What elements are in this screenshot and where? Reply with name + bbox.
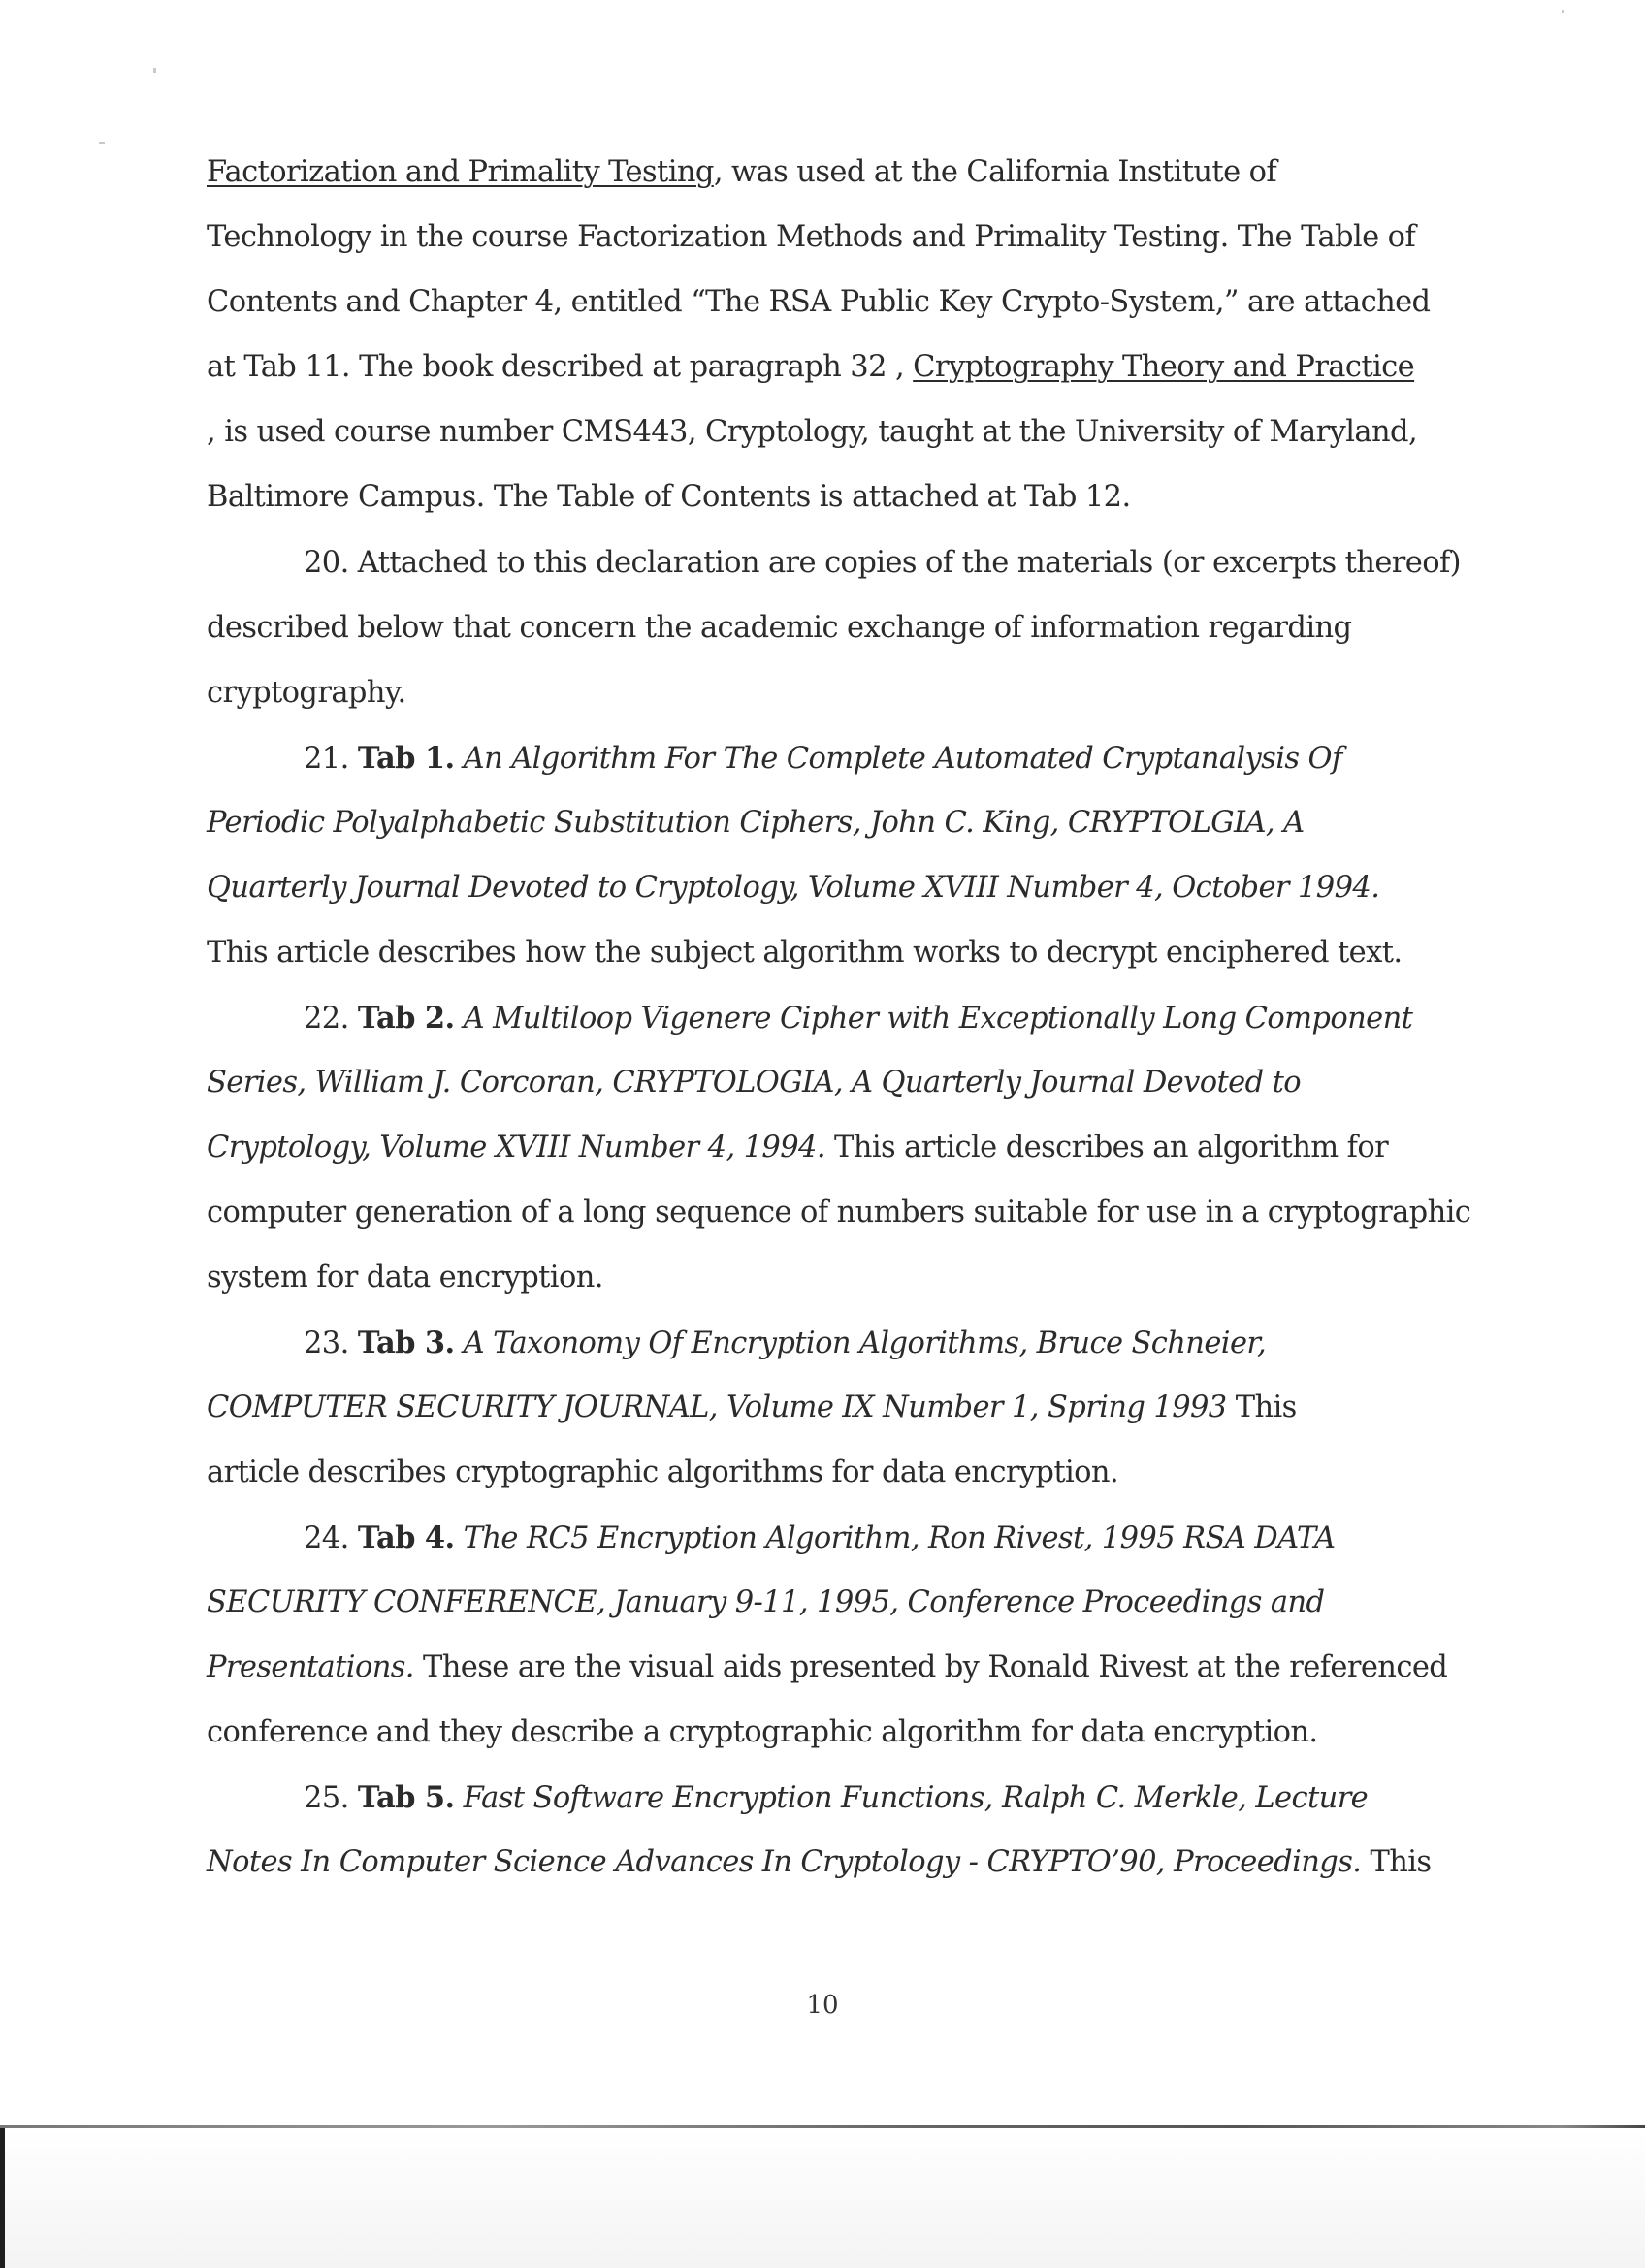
paragraph-21-line-1: [304, 739, 1584, 779]
citation-text: Series, William J. Corcoran, CRYPTOLOGIA, A Quarterly Journal Devoted to: [207, 1066, 1302, 1100]
text-segment: This: [1361, 1845, 1432, 1879]
paragraph-21-line-4: [207, 934, 1487, 973]
text-segment: computer generation of a long sequence of numbers suitable for use in a cryptographic: [207, 1196, 1471, 1230]
paragraph-24-line-1: [304, 1518, 1584, 1558]
text-segment: Contents and Chapter 4, entitled “The RSA Public Key Crypto-System,” are attached: [207, 285, 1431, 319]
text-segment: conference and they describe a cryptographic algorithm for data encryption.: [207, 1715, 1318, 1749]
book-title-factorization: Factorization and Primality Testing: [207, 155, 714, 189]
tab-label: Tab 3.: [357, 1326, 455, 1360]
text-segment: described below that concern the academic exchange of information regarding: [207, 611, 1352, 645]
text-segment: system for data encryption.: [207, 1261, 603, 1294]
citation-text: A Taxonomy Of Encryption Algorithms, Bruce Schneier,: [454, 1326, 1267, 1360]
paragraph-20-line-2: [207, 609, 1487, 648]
tab-label: Tab 1.: [357, 741, 455, 776]
text-line-3: [207, 283, 1487, 322]
text-segment: , is used course number CMS443, Cryptology, taught at the University of Maryland,: [207, 415, 1418, 449]
text-segment: at Tab 11. The book described at paragraph 32 ,: [207, 350, 914, 384]
paragraph-number: 24.: [304, 1521, 358, 1555]
page-number: 10: [806, 1991, 839, 2020]
text-line-5: [207, 413, 1487, 452]
text-line-2: [207, 218, 1487, 257]
citation-text: Fast Software Encryption Functions, Ralph C. Merkle, Lecture: [454, 1781, 1369, 1815]
text-line-1: [207, 153, 1487, 192]
text-line-6: [207, 478, 1487, 517]
paragraph-24-line-3: [207, 1648, 1487, 1687]
book-title-cryptography: Cryptography Theory and Practice: [913, 350, 1415, 384]
paragraph-24-line-4: [207, 1713, 1487, 1752]
paragraph-22-line-1: [304, 999, 1584, 1038]
paragraph-number: 21.: [304, 742, 358, 776]
citation-text: An Algorithm For The Complete Automated Cryptanalysis Of: [454, 742, 1342, 776]
text-segment: Baltimore Campus. The Table of Contents is attached at Tab 12.: [207, 480, 1131, 514]
paragraph-number: 25.: [304, 1781, 358, 1815]
paragraph-22-line-3: [207, 1129, 1487, 1167]
paragraph-20-line-1: [304, 544, 1584, 583]
text-segment: 20. Attached to this declaration are copies of the materials (or excerpts thereof): [304, 546, 1461, 580]
citation-text: Periodic Polyalphabetic Substitution Ciphers, John C. King, CRYPTOLGIA, A: [207, 806, 1305, 840]
paragraph-22-line-5: [207, 1259, 1487, 1297]
text-segment: cryptography.: [207, 676, 406, 710]
scan-speck: [153, 68, 156, 73]
citation-text: The RC5 Encryption Algorithm, Ron Rivest, 1995 RSA DATA: [454, 1521, 1336, 1555]
paragraph-23-line-3: [207, 1453, 1487, 1492]
text-segment: This article describes how the subject algorithm works to decrypt enciphered text.: [207, 936, 1403, 970]
paragraph-number: 23.: [304, 1326, 358, 1360]
scanner-left-edge: [0, 2128, 5, 2268]
scan-speck: [1562, 10, 1564, 13]
citation-text: SECURITY CONFERENCE, January 9-11, 1995, Conference Proceedings and: [207, 1585, 1325, 1619]
paragraph-25-line-1: [304, 1778, 1584, 1818]
text-segment: article describes cryptographic algorithms for data encryption.: [207, 1455, 1119, 1489]
text-segment: , was used at the California Institute of: [713, 155, 1277, 189]
citation-text: Cryptology, Volume XVIII Number 4, 1994.: [207, 1131, 825, 1165]
citation-text: COMPUTER SECURITY JOURNAL, Volume IX Number 1, Spring 1993: [207, 1390, 1227, 1424]
paragraph-25-line-2: [207, 1843, 1487, 1882]
paragraph-24-line-2: [207, 1583, 1487, 1622]
paragraph-number: 22.: [304, 1002, 358, 1036]
text-segment: Technology in the course Factorization Methods and Primality Testing. The Table of: [207, 220, 1416, 254]
citation-text: Quarterly Journal Devoted to Cryptology, Volume XVIII Number 4, October 1994.: [207, 871, 1380, 905]
text-segment: This: [1226, 1390, 1297, 1424]
paragraph-22-line-4: [207, 1194, 1487, 1232]
scanner-background: [0, 2128, 1645, 2268]
tab-label: Tab 4.: [357, 1520, 455, 1555]
tab-label: Tab 5.: [357, 1780, 455, 1815]
text-segment: This article describes an algorithm for: [824, 1131, 1389, 1165]
citation-text: Presentations.: [207, 1650, 414, 1684]
text-line-4: [207, 348, 1487, 387]
paragraph-21-line-2: [207, 804, 1487, 843]
paragraph-23-line-1: [304, 1324, 1584, 1363]
citation-text: Notes In Computer Science Advances In Cryptology - CRYPTO’90, Proceedings.: [207, 1845, 1362, 1879]
citation-text: A Multiloop Vigenere Cipher with Exceptionally Long Component: [454, 1002, 1413, 1036]
scan-speck: [99, 142, 105, 144]
paragraph-23-line-2: [207, 1389, 1487, 1427]
paragraph-21-line-3: [207, 869, 1487, 908]
tab-label: Tab 2.: [357, 1001, 455, 1036]
paragraph-20-line-3: [207, 674, 1487, 713]
paragraph-22-line-2: [207, 1064, 1487, 1102]
text-segment: These are the visual aids presented by Ronald Rivest at the referenced: [413, 1650, 1448, 1684]
